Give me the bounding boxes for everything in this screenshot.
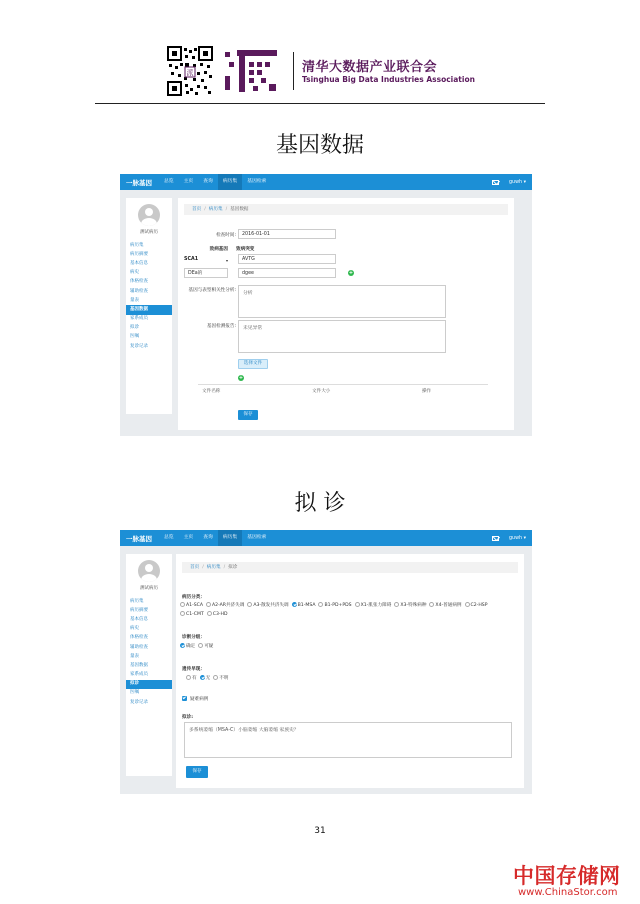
chevron-down-icon — [226, 260, 228, 262]
check-time-input[interactable]: 2016-01-01 — [238, 229, 336, 239]
sidebar-item-gene-data[interactable]: 基因数据 — [130, 662, 148, 668]
nav-records[interactable]: 病历集 — [218, 530, 242, 546]
heredity-options — [186, 674, 231, 683]
org-name-en: Tsinghua Big Data Industries Association — [302, 75, 475, 84]
avatar — [138, 204, 160, 226]
grade-options — [180, 642, 216, 651]
heredity-label: 遗传早现： — [182, 667, 205, 672]
classification-option[interactable] — [465, 601, 488, 610]
sidebar-item-gene-data[interactable]: 基因数据 — [126, 305, 172, 314]
classification-option-label: C3-HD — [212, 612, 228, 617]
grade-option[interactable] — [180, 642, 195, 651]
sidebar-item-physical-exam[interactable]: 体格检查 — [130, 279, 148, 285]
radio-unchecked-icon[interactable] — [355, 602, 360, 607]
association-logo-icon — [223, 46, 283, 96]
heredity-option-label: 有 — [192, 676, 197, 681]
classification-option-label: B1-MSA — [297, 603, 316, 608]
sidebar-item-aux-exam[interactable]: 辅助检查 — [130, 288, 148, 294]
page-number: 31 — [314, 826, 326, 836]
radio-unchecked-icon[interactable] — [186, 675, 191, 680]
sidebar-item-followup[interactable]: 复诊记录 — [130, 699, 148, 705]
save-button[interactable]: 保存 — [238, 410, 258, 420]
nav-query[interactable]: 查询 — [203, 535, 213, 540]
choose-file-button[interactable]: 选择文件 — [238, 359, 268, 369]
table-divider — [198, 384, 488, 385]
classification-option-label: A2-AR共济失调 — [212, 603, 245, 608]
heredity-option[interactable] — [200, 674, 211, 683]
classification-option-label: C1-CMT — [186, 612, 204, 617]
sidebar-item-diagnosis[interactable]: 拟诊 — [130, 325, 139, 331]
suspect-checkbox[interactable] — [182, 696, 208, 702]
user-menu[interactable]: guwh ▾ — [509, 535, 526, 541]
classification-option-label: X4-普通病例 — [435, 603, 462, 608]
sidebar-item-summary[interactable]: 病历摘要 — [130, 607, 148, 613]
org-name-cn: 清华大数据产业联合会 — [302, 60, 438, 75]
sidebar-item-history[interactable]: 病史 — [130, 626, 139, 632]
file-size-header: 文件大小 — [312, 389, 331, 394]
sidebar-item-orders[interactable]: 医嘱 — [130, 690, 139, 696]
nav-home[interactable]: 主页 — [183, 179, 194, 184]
top-navbar — [120, 530, 532, 546]
qr-logo-text: 派 — [186, 69, 194, 77]
main-panel — [176, 554, 524, 788]
classification-option-label: A1-SCA — [186, 603, 203, 608]
report-label: 基因检测报告: — [206, 324, 236, 329]
classification-option[interactable] — [292, 601, 316, 610]
mutation-col-label: 致病突变 — [236, 247, 255, 252]
sidebar-item-aux-exam[interactable]: 辅助检查 — [130, 644, 148, 650]
diagnosis-label: 拟诊: — [182, 715, 194, 720]
radio-unchecked-icon[interactable] — [206, 602, 211, 607]
grade-option-label: 确定 — [186, 644, 196, 649]
radio-unchecked-icon[interactable] — [247, 602, 252, 607]
grade-option[interactable] — [198, 642, 213, 651]
sidebar-item-diagnosis[interactable]: 拟诊 — [126, 680, 172, 689]
checkbox-checked-icon[interactable] — [182, 696, 187, 701]
patient-name: 测试病历 — [140, 586, 158, 591]
sidebar-item-orders[interactable]: 医嘱 — [130, 334, 139, 340]
classification-option-label: C2-HSP — [470, 603, 488, 608]
radio-unchecked-icon[interactable] — [180, 602, 185, 607]
add-file-icon[interactable]: + — [238, 375, 244, 381]
breadcrumb: 首页 / 病历集 / 拟诊 — [182, 562, 518, 573]
diagnosis-textarea[interactable]: 多系统萎缩（MSA-C）小脑萎缩 大脑萎缩 家族史？ — [184, 722, 512, 758]
document-header — [95, 40, 545, 104]
file-name-header: 文件名称 — [202, 389, 221, 394]
gene-col-label: 致病基因 — [209, 247, 228, 252]
main-panel — [178, 198, 514, 430]
classification-option-label: B1-PD+PDS — [324, 603, 352, 608]
gene-select-value: SCA1 — [184, 257, 199, 262]
sidebar-item-basic-info[interactable]: 基本信息 — [130, 616, 148, 622]
patient-name: 测试病历 — [140, 230, 158, 235]
heredity-option[interactable] — [213, 674, 228, 683]
breadcrumb-current: 拟诊 — [228, 565, 238, 570]
classification-label: 病历分类： — [182, 595, 205, 600]
sidebar-item-followup[interactable]: 复诊记录 — [130, 343, 148, 349]
radio-checked-icon[interactable] — [200, 675, 205, 680]
sidebar-item-records[interactable]: 病历集 — [130, 598, 144, 604]
avatar — [138, 560, 160, 582]
sidebar — [126, 554, 172, 776]
save-button[interactable]: 保存 — [186, 766, 208, 778]
mutation-input-2[interactable]: dgee — [238, 268, 336, 278]
mail-icon[interactable] — [492, 180, 499, 185]
nav-records[interactable]: 病历集 — [218, 174, 242, 190]
radio-unchecked-icon[interactable] — [429, 602, 434, 607]
relation-textarea[interactable]: 分析 — [238, 285, 446, 318]
sidebar-item-family[interactable]: 家系成员 — [130, 672, 148, 678]
classification-option[interactable] — [207, 610, 228, 619]
radio-checked-icon[interactable] — [292, 602, 297, 607]
breadcrumb-current: 基因数据 — [230, 207, 249, 212]
nav-overview[interactable]: 总览 — [164, 535, 174, 540]
sidebar-item-summary[interactable]: 病历摘要 — [130, 251, 148, 257]
mail-icon[interactable] — [492, 536, 499, 541]
grade-option-label: 可疑 — [204, 644, 214, 649]
sidebar — [126, 198, 172, 414]
file-action-header: 操作 — [422, 389, 432, 394]
mutation-input-1[interactable]: AVTG — [238, 254, 336, 264]
sidebar-item-physical-exam[interactable]: 体格检查 — [130, 635, 148, 641]
classification-option[interactable] — [247, 601, 288, 610]
radio-unchecked-icon[interactable] — [465, 602, 470, 607]
sidebar-item-basic-info[interactable]: 基本信息 — [130, 260, 148, 266]
radio-unchecked-icon[interactable] — [213, 675, 218, 680]
section-title-diagnosis: 拟 诊 — [294, 491, 346, 516]
check-time-label: 检查时间: — [216, 233, 236, 238]
brand-logo[interactable]: 一脉基因 — [126, 178, 152, 187]
breadcrumb-home[interactable]: 首页 — [190, 565, 200, 570]
heredity-option-label: 不明 — [219, 676, 229, 681]
classification-option-label: X1-肌张力障碍 — [360, 603, 392, 608]
radio-unchecked-icon[interactable] — [318, 602, 323, 607]
heredity-option-label: 无 — [205, 676, 211, 681]
classification-option[interactable] — [180, 610, 204, 619]
watermark-en: www.ChinaStor.com — [518, 887, 618, 898]
classification-option[interactable] — [355, 601, 392, 610]
classification-option[interactable] — [429, 601, 461, 610]
classification-option-label: X3-特殊病种 — [400, 603, 427, 608]
section-title-gene-data: 基因数据 — [275, 133, 364, 158]
radio-unchecked-icon[interactable] — [198, 643, 203, 648]
classification-option[interactable] — [206, 601, 244, 610]
nav-gene-search[interactable]: 基因检索 — [247, 179, 267, 184]
nav-overview[interactable]: 总览 — [164, 179, 174, 184]
radio-unchecked-icon[interactable] — [207, 611, 212, 616]
classification-option[interactable] — [318, 601, 351, 610]
radio-unchecked-icon[interactable] — [394, 602, 399, 607]
radio-unchecked-icon[interactable] — [180, 611, 185, 616]
brand-logo[interactable]: 一脉基因 — [126, 534, 152, 543]
nav-gene-search[interactable]: 基因检索 — [247, 535, 267, 540]
radio-checked-icon[interactable] — [180, 643, 185, 648]
sidebar-item-family[interactable]: 家系成员 — [130, 316, 148, 322]
classification-option-label: A3-散发共济失调 — [253, 603, 289, 608]
breadcrumb: 首页 / 病历集 / 基因数据 — [184, 204, 508, 215]
gene-select[interactable] — [184, 257, 228, 262]
nav-query[interactable]: 查询 — [203, 179, 213, 184]
breadcrumb-records[interactable]: 病历集 — [206, 565, 221, 570]
nav-home[interactable]: 主页 — [183, 535, 194, 540]
sidebar-item-scales[interactable]: 量表 — [130, 297, 139, 303]
gene-data-screenshot — [120, 174, 532, 436]
top-navbar — [120, 174, 532, 190]
suspect-label: 疑难病例 — [190, 697, 209, 702]
classification-option[interactable] — [394, 601, 426, 610]
sidebar-item-records[interactable]: 病历集 — [130, 242, 144, 248]
sidebar-item-history[interactable]: 病史 — [130, 270, 139, 276]
add-gene-icon[interactable]: + — [348, 270, 354, 276]
breadcrumb-home[interactable]: 首页 — [192, 207, 202, 212]
sidebar-item-scales[interactable]: 量表 — [130, 653, 139, 659]
gene-input-2[interactable]: DEa的 — [184, 268, 228, 278]
logo-divider — [293, 52, 294, 90]
classification-options — [180, 601, 515, 619]
diagnosis-screenshot — [120, 530, 532, 794]
classification-option[interactable] — [180, 601, 203, 610]
user-menu[interactable]: guwh ▾ — [509, 179, 526, 185]
watermark-cn: 中国存储网 — [513, 864, 621, 888]
grade-label: 诊断分级： — [182, 635, 205, 640]
breadcrumb-records[interactable]: 病历集 — [208, 207, 223, 212]
relation-label: 基因与表型相关性分析: — [188, 288, 236, 293]
report-textarea[interactable]: 未见异常 — [238, 320, 446, 353]
qr-code-icon — [167, 46, 213, 96]
heredity-option[interactable] — [186, 674, 197, 683]
